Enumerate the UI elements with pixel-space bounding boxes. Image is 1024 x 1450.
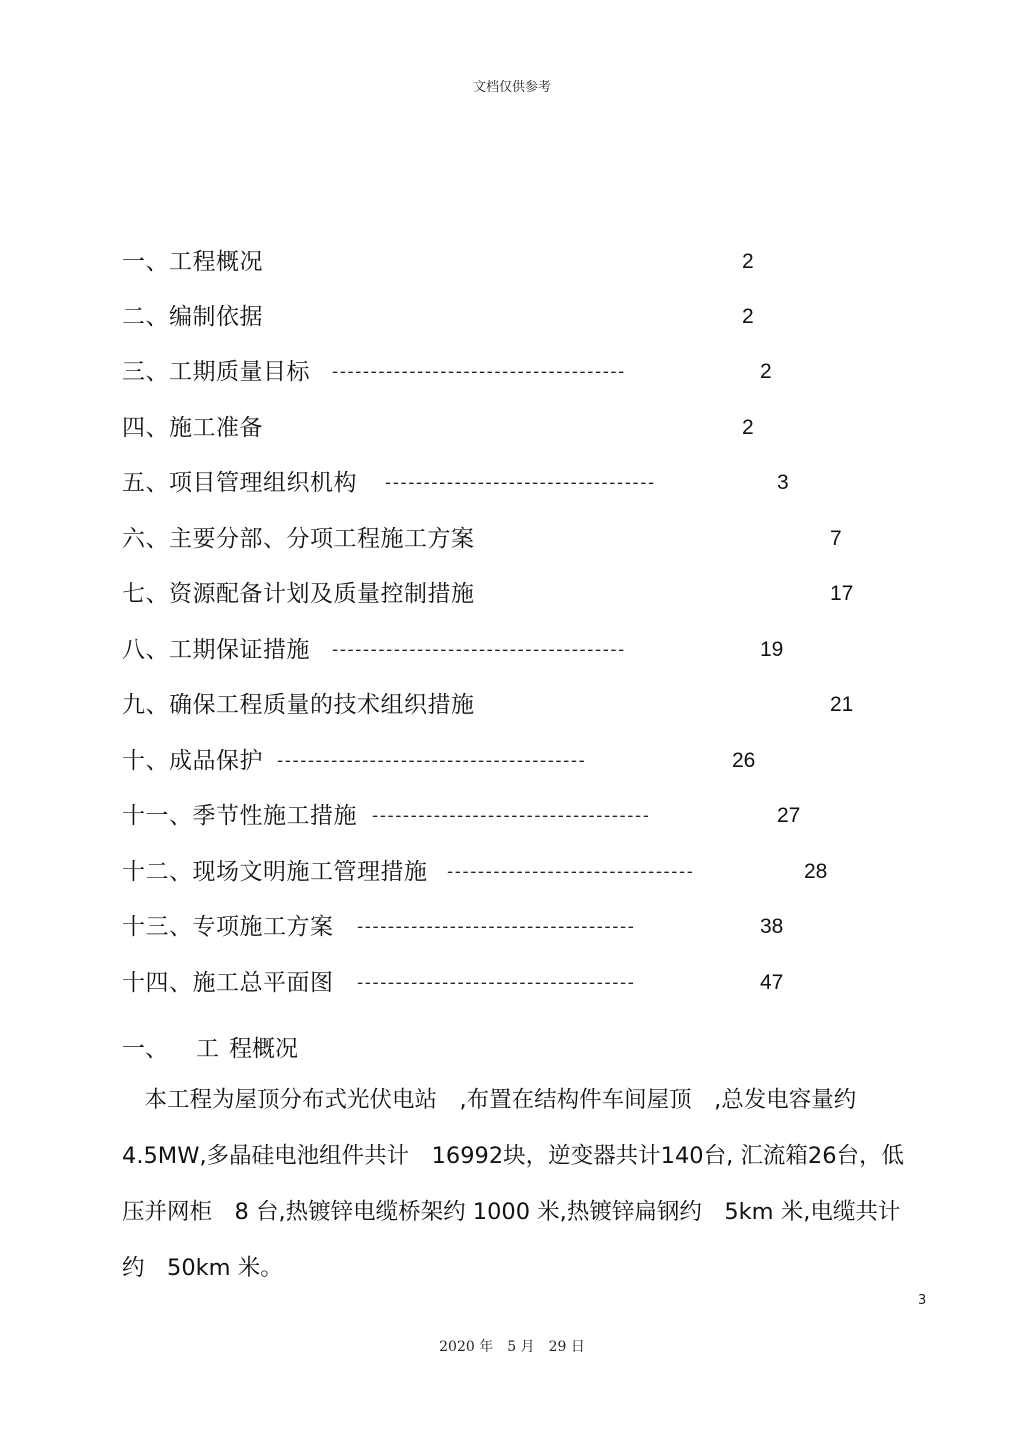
toc-title: 八、工期保证措施: [122, 637, 310, 663]
toc-page-number: 19: [760, 638, 784, 661]
toc-title: 十三、专项施工方案: [122, 914, 334, 940]
paragraph-line: 约 50km 米。: [122, 1255, 283, 1281]
toc-leader: ------------------------------------: [357, 973, 636, 993]
paragraph-line: 本工程为屋顶分布式光伏电站 ,布置在结构件车间屋顶 ,总发电容量约: [122, 1087, 857, 1113]
page-number: 3: [918, 1293, 927, 1308]
section-number: 一、: [122, 1036, 168, 1062]
toc-page-number: 2: [742, 305, 754, 328]
toc-page-number: 28: [804, 860, 828, 883]
toc-page-number: 2: [742, 416, 754, 439]
toc-title: 十四、施工总平面图: [122, 970, 334, 996]
section-title-part2: 程概况: [229, 1036, 298, 1062]
toc-page-number: 2: [742, 250, 754, 273]
toc-leader: --------------------------------: [447, 862, 695, 882]
toc-leader: --------------------------------------: [332, 640, 626, 660]
toc-title: 六、主要分部、分项工程施工方案: [122, 526, 475, 552]
toc-page-number: 17: [830, 582, 854, 605]
toc-title: 九、确保工程质量的技术组织措施: [122, 692, 475, 718]
toc-title: 十一、季节性施工措施: [122, 803, 357, 829]
toc-page-number: 27: [777, 804, 801, 827]
page-footer-date: 2020 年 5 月 29 日: [439, 1339, 585, 1355]
toc-page-number: 47: [760, 971, 784, 994]
paragraph-line: 压并网柜 8 台,热镀锌电缆桥架约 1000 米,热镀锌扁钢约 5km 米,电缆共计: [122, 1199, 901, 1225]
toc-leader: --------------------------------------: [332, 362, 626, 382]
section-heading: [122, 1030, 298, 1063]
toc-title: 二、编制依据: [122, 304, 263, 330]
toc-leader: ------------------------------------: [357, 917, 636, 937]
section-paragraph: [122, 1072, 922, 1296]
toc-title: 十二、现场文明施工管理措施: [122, 859, 428, 885]
toc-leader: ------------------------------------: [372, 806, 651, 826]
page-header: 文档仅供参考: [472, 80, 551, 95]
toc-title: 十、成品保护: [122, 748, 263, 774]
toc-title: 七、资源配备计划及质量控制措施: [122, 581, 475, 607]
toc-page-number: 3: [777, 471, 789, 494]
toc-page-number: 7: [830, 527, 842, 550]
toc-page-number: 2: [760, 360, 772, 383]
paragraph-line: 4.5MW,多晶硅电池组件共计 16992块，逆变器共计140台, 汇流箱26台，低: [122, 1143, 905, 1169]
toc-page-number: 38: [760, 915, 784, 938]
toc-leader: ----------------------------------------: [277, 751, 587, 771]
section-title-part1: 工: [196, 1036, 229, 1062]
toc-page-number: 26: [732, 749, 756, 772]
toc-title: 一、工程概况: [122, 249, 263, 275]
toc-title: 三、工期质量目标: [122, 359, 310, 385]
toc-title: 四、施工准备: [122, 415, 263, 441]
toc-title: 五、项目管理组织机构: [122, 470, 357, 496]
toc-page-number: 21: [830, 693, 854, 716]
toc-leader: -----------------------------------: [385, 473, 656, 493]
